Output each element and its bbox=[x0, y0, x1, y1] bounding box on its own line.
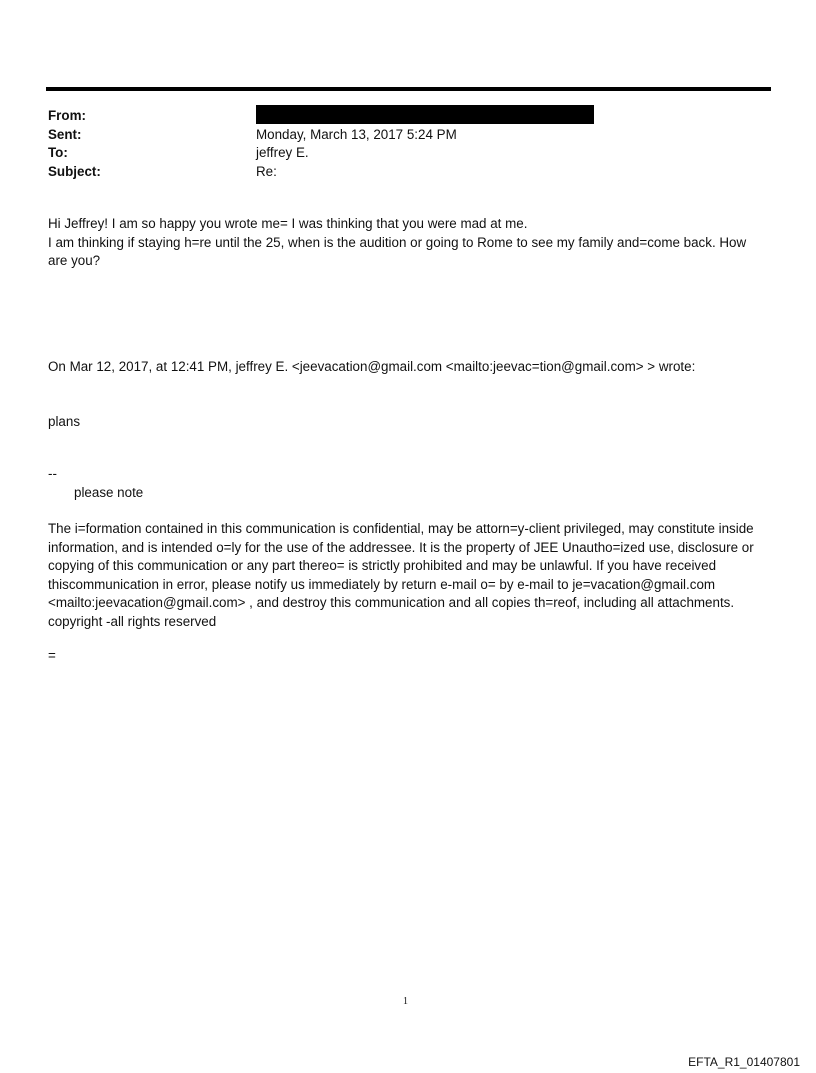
from-row bbox=[48, 108, 748, 127]
subject-value: Re: bbox=[256, 163, 277, 179]
signature-note: please note bbox=[74, 484, 144, 500]
sent-label: Sent: bbox=[48, 126, 82, 142]
to-row bbox=[48, 145, 748, 164]
sent-value: Monday, March 13, 2017 5:24 PM bbox=[256, 126, 457, 142]
body-line-2: I am thinking if staying h=re until the 25, when is the audition or going to Rome to see my family and=come back. How are you? bbox=[48, 234, 747, 268]
body-line-1: Hi Jeffrey! I am so happy you wrote me= I was thinking that you were mad at me. bbox=[48, 216, 528, 231]
message-body bbox=[48, 215, 763, 271]
email-header bbox=[48, 108, 748, 182]
quoted-text: plans bbox=[48, 414, 81, 429]
sent-row bbox=[48, 127, 748, 146]
trailing-char: = bbox=[48, 648, 56, 663]
signature bbox=[48, 465, 763, 502]
redaction-bar bbox=[256, 105, 594, 124]
page-number: 1 bbox=[403, 996, 408, 1007]
to-label: To: bbox=[48, 145, 68, 160]
disclaimer: The i=formation contained in this communication is confidential, may be attorn=y-client privileged, may constitute inside information, and is intended o=ly for the use of the addressee. It is the property of JEE Unautho=ized use, disclosure or copying of this communication or any part thereo= is strictly prohibited and may be unlawful. If you have received thiscommunication in error, please notify us immediately by return e-mail o= by e-mail to je=vacation@gmail.com <mailto:jeevacation@gmail.com> , and destroy this communication and all copies th=reof, including all attachments. copyright -all rights reserved bbox=[48, 521, 754, 629]
bates-stamp: EFTA_R1_01407801 bbox=[688, 1055, 800, 1069]
signature-dash: -- bbox=[48, 466, 57, 481]
from-label: From: bbox=[48, 108, 86, 123]
quote-intro: On Mar 12, 2017, at 12:41 PM, jeffrey E. <jeevacation@gmail.com <mailto:jeevac=tion@gmail.com> > wrote: bbox=[48, 359, 696, 374]
header-rule bbox=[46, 87, 771, 91]
subject-row bbox=[48, 164, 748, 183]
to-value: jeffrey E. bbox=[256, 145, 309, 160]
subject-label: Subject: bbox=[48, 163, 101, 179]
